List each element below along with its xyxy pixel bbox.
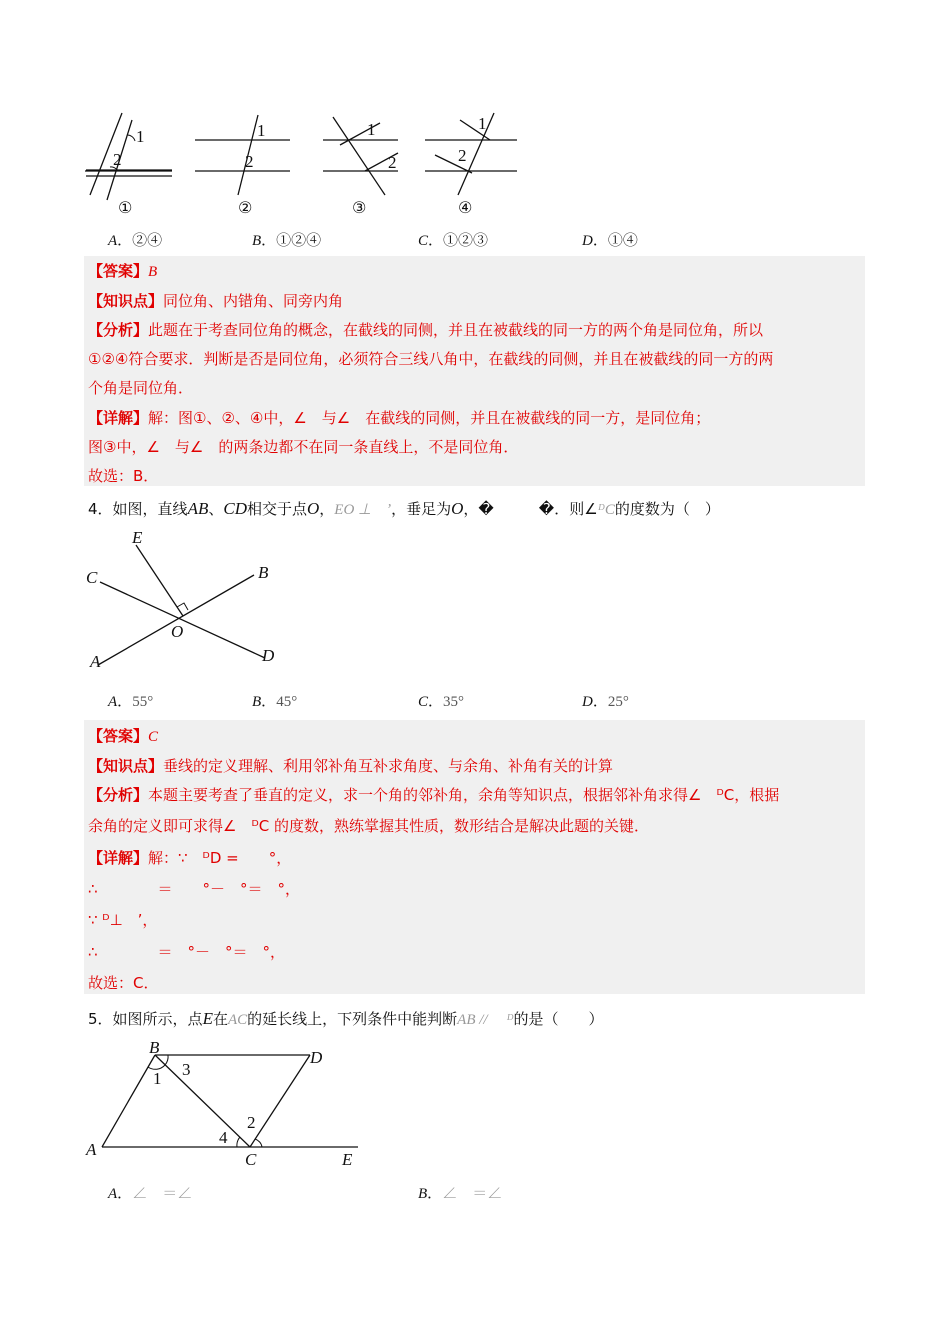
q3-fig1-angle-1: 1 (136, 127, 145, 146)
option-letter: B (252, 233, 262, 249)
option-text: ．①②③ (428, 233, 489, 249)
q4-detail-line-1 (88, 847, 291, 868)
option-text: ． (592, 694, 608, 710)
q5-stem (88, 1008, 604, 1029)
q3-fig1-arc1 (127, 135, 135, 141)
option-value: ∠ ＝∠ (132, 1186, 193, 1202)
q4-stem (88, 498, 720, 519)
q3-option-b[interactable] (252, 229, 321, 250)
q3-fig1-angle-2: 2 (113, 150, 122, 169)
option-text: ． (117, 1186, 133, 1202)
option-letter: A (108, 694, 118, 710)
q3-fig2-angle-1: 1 (257, 121, 266, 140)
q5-line-bc (155, 1055, 250, 1147)
q4-line-eo (136, 545, 183, 616)
q4-label-b: B (258, 563, 269, 582)
q3-option-c[interactable] (418, 229, 488, 250)
q3-detail-line-2: 图③中，∠ 与∠ 的两条边都不在同一条直线上，不是同位角． (88, 438, 519, 456)
q4-sep: 、 (208, 500, 224, 518)
q5-figure-svg (80, 1035, 380, 1170)
analysis-tag: 【分析】 (88, 321, 149, 339)
q4-label-e: E (132, 528, 143, 547)
option-text: ． (117, 694, 133, 710)
q3-figures (80, 105, 540, 225)
q4-label-d: D (262, 646, 275, 665)
q3-analysis-line-1 (88, 319, 763, 340)
q4-text: 如图，直线 (112, 500, 188, 518)
q3-choice: 故选：B． (88, 467, 159, 485)
q4-choice: 故选：C． (88, 974, 159, 992)
detail-text: 解：∵ ᴰD = °， (148, 849, 292, 867)
q3-detail-line-1 (88, 407, 710, 428)
option-text: ．②④ (117, 233, 163, 249)
q4-solution-box (84, 720, 865, 994)
option-value: 25° (607, 694, 629, 710)
q4-label-o: O (171, 622, 184, 641)
q5-text: 如图所示，点 (112, 1010, 203, 1028)
q5-arc-2 (255, 1139, 262, 1147)
q4-var-o: O (307, 499, 320, 518)
q4-detail-line-4: ∴ ＝ °－ °＝ °， (88, 943, 286, 961)
q3-fig1-label: ① (118, 198, 133, 217)
q3-analysis-line-3: 个角是同位角． (88, 379, 194, 397)
q5-ab-parallel-cd: AB // ᴰ (457, 1012, 514, 1028)
q4-garbled: � � (478, 500, 555, 518)
q5-label-d: D (310, 1048, 323, 1067)
q3-fig3-label: ③ (352, 198, 367, 217)
q4-var-o: O (451, 499, 464, 518)
q4-label-a: A (90, 652, 101, 671)
q5-figure (80, 1035, 380, 1170)
q4-figure-svg (80, 525, 300, 675)
q4-text: 相交于点 (246, 500, 307, 518)
analysis-text: 此题在于考查同位角的概念，在截线的同侧，并且在被截线的同一方的两个角是同位角，所以 (148, 321, 764, 339)
q3-answer (88, 260, 157, 281)
q3-fig3-angle-1: 1 (367, 120, 376, 139)
q3-solution-box (84, 256, 865, 486)
q3-fig3-angle-2: 2 (388, 153, 397, 172)
q5-angle-4: 4 (219, 1128, 228, 1147)
q4-comma: ， (319, 500, 335, 518)
option-letter: B (418, 1186, 428, 1202)
q5-angle-3: 3 (182, 1060, 191, 1079)
q5-text: 在 (212, 1010, 228, 1028)
q5-arc-4 (237, 1137, 240, 1147)
option-letter: B (252, 694, 262, 710)
q4-detail-line-2: ∴ ＝ °－ °＝ °， (88, 880, 301, 898)
q4-number: 4． (88, 500, 113, 518)
q5-text: 的是（ ） (513, 1010, 604, 1028)
knowledge-tag: 【知识点】 (88, 757, 164, 775)
q5-line-ab (102, 1055, 155, 1147)
knowledge-tag: 【知识点】 (88, 292, 164, 310)
q3-fig4-label: ④ (458, 198, 473, 217)
detail-tag: 【详解】 (88, 409, 149, 427)
answer-tag: 【答案】 (88, 262, 149, 280)
q5-angle-2: 2 (247, 1113, 256, 1132)
option-text: ．①②④ (261, 233, 322, 249)
q3-option-a[interactable] (108, 229, 162, 250)
q3-fig4-angle-2: 2 (458, 146, 467, 165)
q4-option-a[interactable] (108, 690, 153, 711)
option-text: ． (428, 694, 444, 710)
q4-option-b[interactable] (252, 690, 297, 711)
option-value: 35° (443, 694, 465, 710)
option-value: 55° (132, 694, 154, 710)
option-text: ． (261, 694, 277, 710)
q3-fig4-angle-1: 1 (478, 114, 487, 133)
option-letter: D (582, 233, 593, 249)
q5-text: 的延长线上，下列条件中能判断 (247, 1010, 458, 1028)
option-letter: A (108, 233, 118, 249)
q4-answer (88, 725, 158, 746)
q5-number: 5． (88, 1010, 113, 1028)
q4-var-ab: AB (187, 499, 209, 518)
q5-label-a: A (86, 1140, 97, 1159)
option-text: ．①④ (592, 233, 638, 249)
q3-fig2-label: ② (238, 198, 253, 217)
q4-analysis-line-1 (88, 784, 779, 805)
q4-analysis-line-2: 余角的定义即可求得∠ ᴰC 的度数，熟练掌握其性质，数形结合是解决此题的关键． (88, 817, 649, 835)
q5-label-b: B (149, 1038, 160, 1057)
knowledge-value: 同位角、内错角、同旁内角 (163, 292, 344, 310)
option-letter: D (582, 694, 593, 710)
q4-text: 的度数为（ ） (614, 500, 720, 518)
knowledge-value: 垂线的定义理解、利用邻补角互补求角度、与余角、补角有关的计算 (163, 757, 614, 775)
option-letter: A (108, 1186, 118, 1202)
q3-analysis-line-2: ①②④符合要求．判断是否是同位角，必须符合三线八角中，在截线的同侧，并且在被截线的同一方的两 (88, 350, 774, 368)
q4-label-c: C (86, 568, 98, 587)
q4-line-cd (100, 582, 265, 658)
q5-var-ac: AC (227, 1012, 248, 1028)
q4-line-ab (98, 575, 254, 665)
analysis-tag: 【分析】 (88, 786, 149, 804)
option-letter: C (418, 233, 429, 249)
q3-option-d[interactable] (582, 229, 638, 250)
answer-tag: 【答案】 (88, 727, 149, 745)
q5-option-a[interactable] (108, 1182, 192, 1203)
q4-doc: ᴰC (597, 502, 615, 518)
detail-text: 解：图①、②、④中，∠ 与∠ 在截线的同侧，并且在被截线的同一方，是同位角； (148, 409, 711, 427)
q5-line-dc (250, 1055, 310, 1147)
q4-eo-perp: EO ⊥ ʼ (334, 502, 392, 518)
q5-arc-3 (165, 1055, 168, 1065)
answer-value: C (148, 729, 159, 745)
option-value: ∠ ＝∠ (442, 1186, 503, 1202)
q5-label-e: E (342, 1150, 353, 1169)
q3-figures-svg (80, 105, 540, 225)
answer-value: B (148, 264, 158, 280)
option-letter: C (418, 694, 429, 710)
q3-fig2-angle-2: 2 (245, 152, 254, 171)
q4-text: ．则∠ (554, 500, 598, 518)
q4-text: ，垂足为 (391, 500, 452, 518)
q4-var-cd: CD (223, 499, 247, 518)
q5-angle-1: 1 (153, 1069, 162, 1088)
analysis-text: 本题主要考查了垂直的定义，求一个角的邻补角，余角等知识点，根据邻补角求得∠ ᴰC，根据 (148, 786, 780, 804)
q4-figure (80, 525, 300, 675)
q5-label-c: C (245, 1150, 257, 1169)
q4-knowledge (88, 755, 613, 776)
q4-option-d[interactable] (582, 690, 629, 711)
q5-var-e: E (202, 1009, 213, 1028)
q4-comma: ， (463, 500, 479, 518)
q3-fig3-transversal (333, 117, 385, 195)
q4-option-c[interactable] (418, 690, 464, 711)
option-text: ． (427, 1186, 443, 1202)
option-value: 45° (276, 694, 298, 710)
q4-detail-line-3: ∵ ᴰ⊥ ʼ， (88, 911, 158, 929)
q3-knowledge (88, 290, 343, 311)
detail-tag: 【详解】 (88, 849, 149, 867)
q5-option-b[interactable] (418, 1182, 502, 1203)
